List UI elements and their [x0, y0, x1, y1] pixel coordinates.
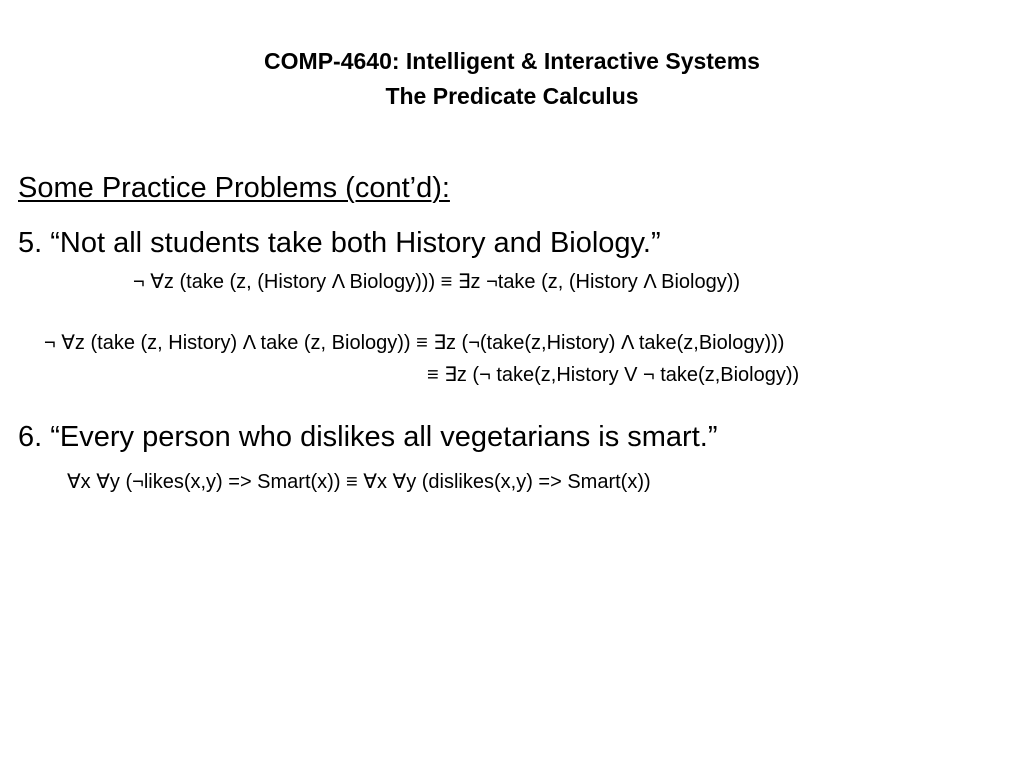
- problem-5-formula-3: ≡ ∃z (¬ take(z,History V ¬ take(z,Biology)): [427, 364, 800, 386]
- problem-6-formula-1: ∀x ∀y (¬likes(x,y) => Smart(x)) ≡ ∀x ∀y (dislikes(x,y) => Smart(x)): [67, 471, 651, 493]
- problem-5-formula-1: ¬ ∀z (take (z, (History Λ Biology))) ≡ ∃z ¬take (z, (History Λ Biology)): [133, 271, 741, 293]
- section-heading: Some Practice Problems (cont’d):: [18, 172, 450, 204]
- problem-5-statement: 5. “Not all students take both History and Biology.”: [18, 227, 661, 259]
- course-title: COMP-4640: Intelligent & Interactive Systems: [264, 48, 760, 74]
- topic-title: The Predicate Calculus: [385, 83, 639, 109]
- problem-6-statement: 6. “Every person who dislikes all vegetarians is smart.”: [18, 421, 718, 453]
- problem-5-formula-2: ¬ ∀z (take (z, History) Λ take (z, Biology)) ≡ ∃z (¬(take(z,History) Λ take(z,Biology))): [44, 332, 785, 354]
- slide-title: [0, 44, 1024, 114]
